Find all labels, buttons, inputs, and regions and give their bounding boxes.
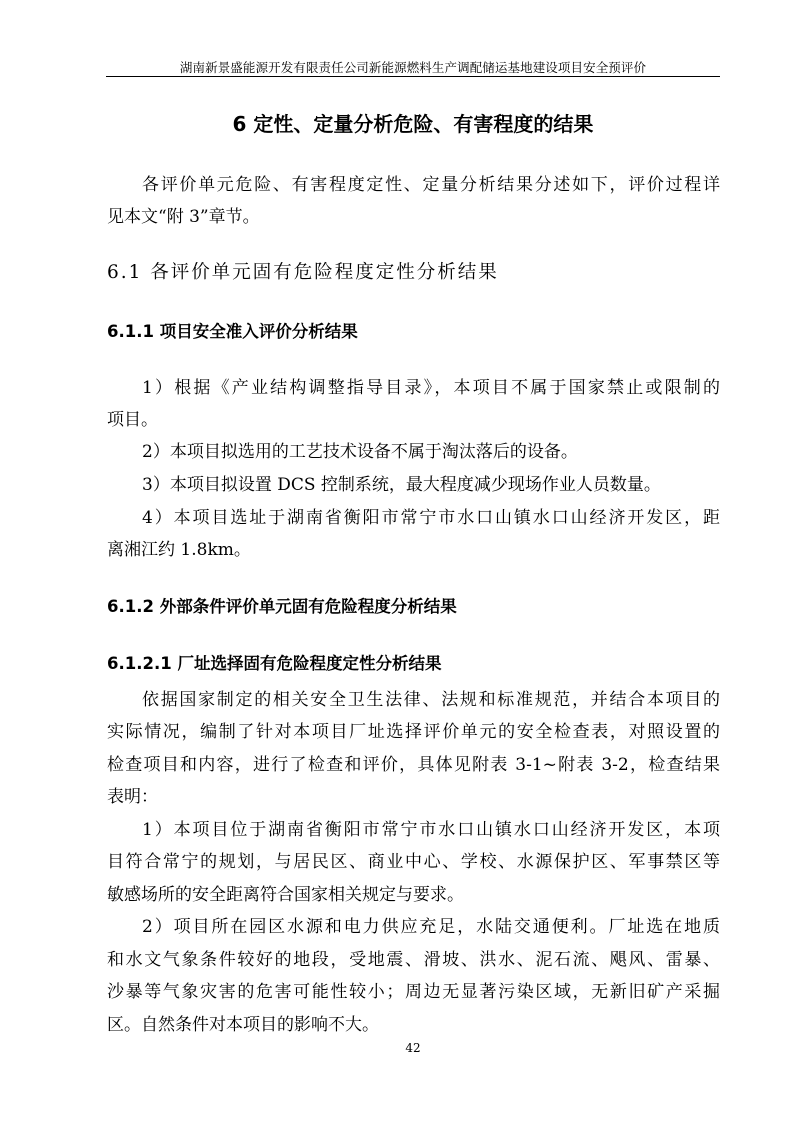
site-item-2-line-2: 和水文气象条件较好的地段，受地震、滑坡、洪水、泥石流、飓风、雷暴、 <box>107 950 720 970</box>
chapter-title: 6 定性、定量分析危险、有害程度的结果 <box>232 112 594 136</box>
section-heading-6-1-2: 6.1.2 外部条件评价单元固有危险程度分析结果 <box>107 597 457 616</box>
site-item-2-line-4: 区。自然条件对本项目的影响不大。 <box>107 1015 379 1035</box>
site-item-1-line-1: 1）本项目位于湖南省衡阳市常宁市水口山镇水口山经济开发区，本项 <box>142 820 720 840</box>
running-header: 湖南新景盛能源开发有限责任公司新能源燃料生产调配储运基地建设项目安全预评价 <box>179 60 647 75</box>
site-item-2-line-3: 沙暴等气象灾害的危害可能性较小；周边无显著污染区域，无新旧矿产采掘 <box>107 982 720 1002</box>
site-para-line-3: 检查项目和内容，进行了检查和评价，具体见附表 3-1~附表 3-2，检查结果 <box>107 755 720 775</box>
access-item-1-line-1: 1）根据《产业结构调整指导目录》，本项目不属于国家禁止或限制的 <box>142 378 720 398</box>
site-para-line-1: 依据国家制定的相关安全卫生法律、法规和标准规范，并结合本项目的 <box>142 690 720 710</box>
site-item-1-line-3: 敏感场所的安全距离符合国家相关规定与要求。 <box>107 885 464 905</box>
access-item-4-line-2: 离湘江约 1.8km。 <box>107 540 251 560</box>
site-item-2-line-1: 2）项目所在园区水源和电力供应充足，水陆交通便利。厂址选在地质 <box>142 917 720 937</box>
header-divider <box>106 76 720 77</box>
access-item-4-line-1: 4）本项目选址于湖南省衡阳市常宁市水口山镇水口山经济开发区，距 <box>142 508 720 528</box>
site-item-1-line-2: 目符合常宁的规划，与居民区、商业中心、学校、水源保护区、军事禁区等 <box>107 852 720 872</box>
site-para-line-2: 实际情况，编制了针对本项目厂址选择评价单元的安全检查表，对照设置的 <box>107 722 720 742</box>
section-heading-6-1-2-1: 6.1.2.1 厂址选择固有危险程度定性分析结果 <box>107 654 442 673</box>
site-para-line-4: 表明： <box>107 787 158 807</box>
section-heading-6-1: 6.1 各评价单元固有危险程度定性分析结果 <box>107 262 499 283</box>
intro-line-2: 见本文“附 3”章节。 <box>107 207 260 227</box>
access-item-1-line-2: 项目。 <box>107 410 158 430</box>
access-item-3: 3）本项目拟设置 DCS 控制系统，最大程度减少现场作业人员数量。 <box>142 475 661 495</box>
page-number: 42 <box>405 1041 421 1055</box>
access-item-2: 2）本项目拟选用的工艺技术设备不属于淘汰落后的设备。 <box>142 442 578 462</box>
intro-line-1: 各评价单元危险、有害程度定性、定量分析结果分述如下，评价过程详 <box>142 175 720 195</box>
section-heading-6-1-1: 6.1.1 项目安全准入评价分析结果 <box>107 322 358 341</box>
